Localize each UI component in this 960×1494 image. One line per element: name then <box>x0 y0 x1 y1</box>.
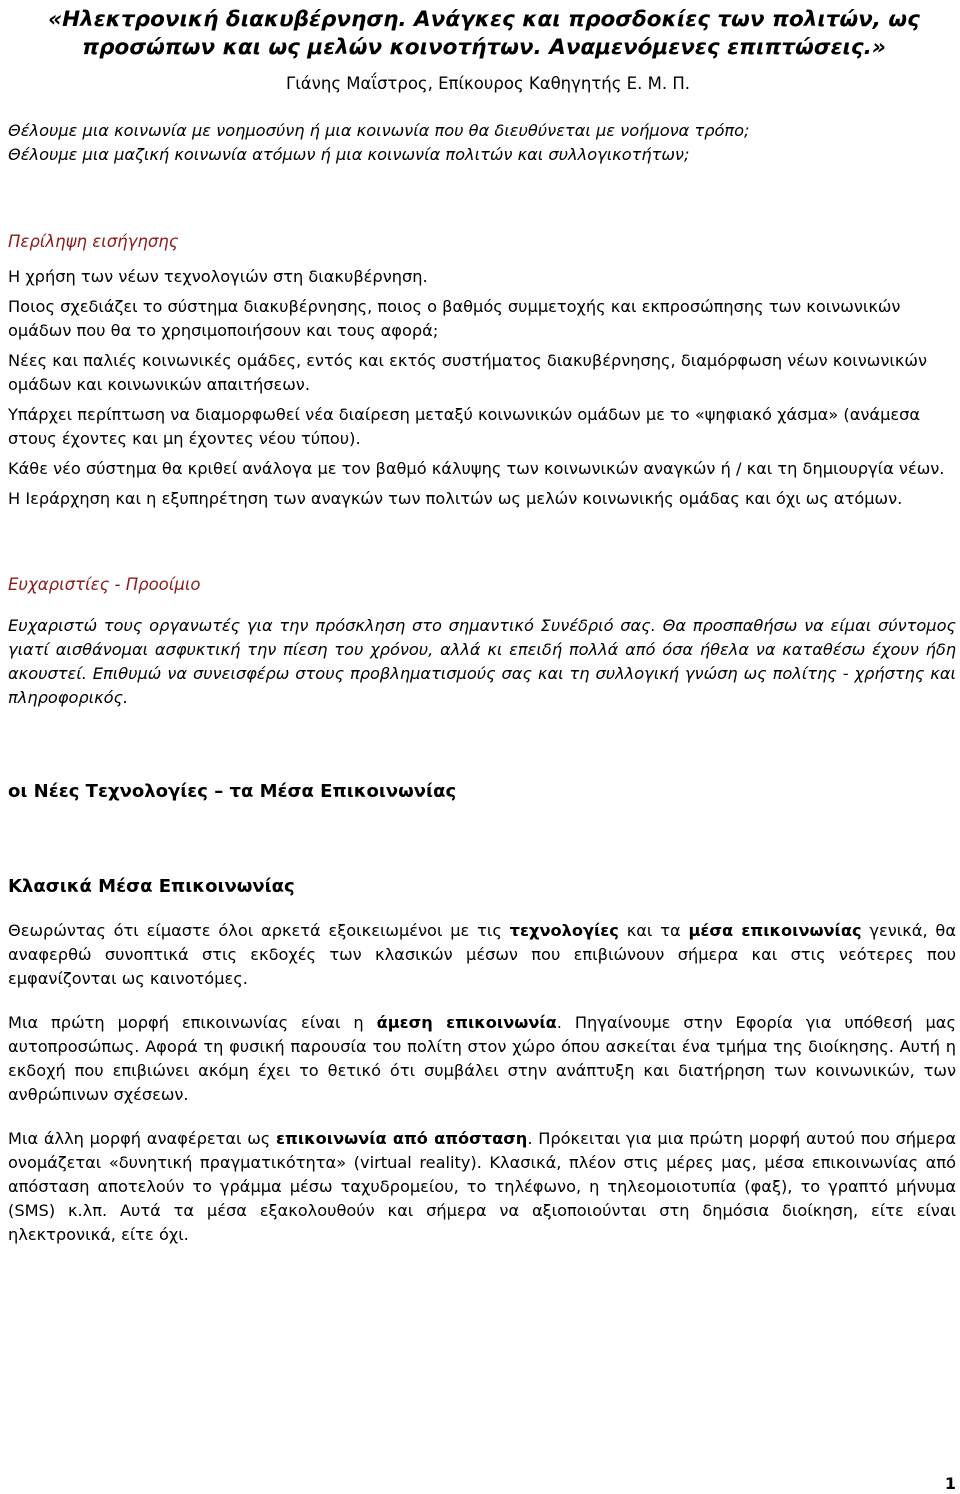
summary-paragraph: Η χρήση των νέων τεχνολογιών στη διακυβέρνηση. <box>8 267 428 286</box>
body-paragraph <box>8 1011 956 1107</box>
intro-line-1: Θέλουμε μια κοινωνία με νοημοσύνη ή μια κοινωνία που θα διευθύνεται με νοήμονα τρόπο; <box>8 121 750 140</box>
text-run: Μια άλλη μορφή αναφέρεται ως <box>8 1129 277 1148</box>
text-run: γενικά, θα αναφερθώ συνοπτικά στις εκδοχές των κλασικών μέσων που επιβιώνουν σήμερα και στις νεότερες που εμφανίζονται ως καινοτόμες. <box>8 921 956 988</box>
thanks-paragraph: Ευχαριστώ τους οργανωτές για την πρόσκληση στο σημαντικό Συνέδριό σας. Θα προσπαθήσω να είμαι σύντομος γιατί αισθάνομαι ασφυκτική την πίεση του χρόνου, αλλά κι επειδή πολλά από όσα ήθελα να καταθέσω έχουν ήδη ακουστεί. Επιθυμώ να συνεισφέρω στους προβληματισμούς σας και τη συλλογική γνώση ως πολίτης - χρήστης και πληροφορικός. <box>8 616 956 707</box>
body-paragraph <box>8 919 956 991</box>
text-run: και τα <box>618 921 689 940</box>
document-title <box>8 6 956 62</box>
text-run: Μια πρώτη μορφή επικοινωνίας είναι η <box>8 1013 377 1032</box>
text-run: . Πηγαίνουμε στην Εφορία για υπόθεσή μας αυτοπροσώπως. Αφορά τη φυσική παρουσία του πολίτη στον χώρο όπου ασκείται ένα τμήμα της διοίκησης. Αυτή η εκδοχή που επιβιώνει ακόμη έχει το θετικό ότι συμβάλει στην ανάπτυξη και διατήρηση των κοινωνικών, των ανθρώπινων σχέσεων. <box>8 1013 956 1104</box>
document-page <box>8 0 956 1247</box>
title-line-1: «Ηλεκτρονική διακυβέρνηση. Ανάγκες και προσδοκίες των πολιτών, ως <box>48 7 920 32</box>
thanks-heading: Ευχαριστίες - Προοίμιο <box>8 575 201 594</box>
summary-paragraph: Ποιος σχεδιάζει το σύστημα διακυβέρνησης, ποιος ο βαθμός συμμετοχής και εκπροσώπησης των κοινωνικών ομάδων που θα το χρησιμοποιήσουν και τους αφορά; <box>8 297 901 340</box>
title-line-2: προσώπων και ως μελών κοινοτήτων. Αναμενόμενες επιπτώσεις.» <box>82 35 886 60</box>
bold-term: επικοινωνία από απόσταση <box>276 1129 528 1148</box>
summary-paragraph: Κάθε νέο σύστημα θα κριθεί ανάλογα με τον βαθμό κάλυψης των κοινωνικών αναγκών ή / και τη δημιουργία νέων. <box>8 459 945 478</box>
summary-paragraph: Υπάρχει περίπτωση να διαμορφωθεί νέα διαίρεση μεταξύ κοινωνικών ομάδων με το «ψηφιακό χάσμα» (ανάμεσα στους έχοντες και μη έχοντες νέου τύπου). <box>8 405 921 448</box>
summary-paragraph: Νέες και παλιές κοινωνικές ομάδες, εντός και εκτός συστήματος διακυβέρνησης, διαμόρφωση νέων κοινωνικών ομάδων και κοινωνικών απαιτήσεων. <box>8 351 927 394</box>
author-line: Γιάνης Μαΐστρος, Επίκουρος Καθηγητής Ε. Μ. Π. <box>286 74 690 93</box>
text-run: Θεωρώντας ότι είμαστε όλοι αρκετά εξοικειωμένοι με τις <box>8 921 510 940</box>
bold-term: μέσα επικοινωνίας <box>688 921 862 940</box>
summary-paragraph: Η Ιεράρχηση και η εξυπηρέτηση των αναγκών των πολιτών ως μελών κοινωνικής ομάδας και όχι ως ατόμων. <box>8 489 903 508</box>
summary-heading: Περίληψη εισήγησης <box>8 232 179 251</box>
page-number: 1 <box>944 1474 956 1493</box>
intro-line-2: Θέλουμε μια μαζική κοινωνία ατόμων ή μια κοινωνία πολιτών και συλλογικοτήτων; <box>8 145 690 164</box>
section-heading-classic-media: Κλασικά Μέσα Επικοινωνίας <box>8 876 295 897</box>
intro-questions <box>8 119 956 167</box>
body-paragraph <box>8 1127 956 1247</box>
text-run: . Πρόκειται για μια πρώτη μορφή αυτού που σήμερα ονομάζεται «δυνητική πραγματικότητα» (virtual reality). Κλασικά, πλέον στις μέρες μας, μέσα επικοινωνίας από απόσταση αποτελούν το γράμμα μέσω ταχυδρομείου, το τηλέφωνο, η τηλεομοιοτυπία (φαξ), το γραπτό μήνυμα (SMS) κ.λπ. Αυτά τα μέσα εξακολουθούν και σήμερα να αξιοποιούνται στη δημόσια διοίκηση, είτε είναι ηλεκτρονικά, είτε όχι. <box>8 1129 957 1244</box>
bold-term: τεχνολογίες <box>509 921 619 940</box>
section-heading-new-technologies: οι Νέες Τεχνολογίες – τα Μέσα Επικοινωνίας <box>8 781 457 802</box>
bold-term: άμεση επικοινωνία <box>376 1013 557 1032</box>
